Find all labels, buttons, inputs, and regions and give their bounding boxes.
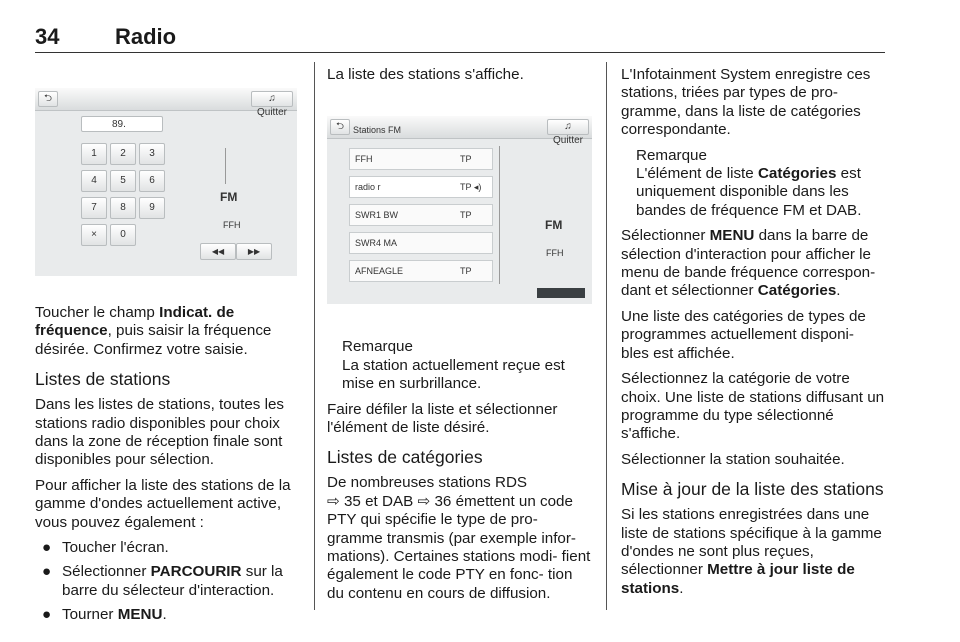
frequency-input: 89. [81,116,163,132]
section-heading: Mise à jour de la liste des stations [621,479,884,500]
station-label: FFH [223,220,241,230]
keypad-key: 4 [81,170,107,192]
section-heading: Listes de catégories [327,447,483,468]
note [342,338,592,393]
list-item: ● Sélectionner PARCOURIR sur la barre du sélecteur d'interaction. [42,563,283,599]
column-divider [314,62,315,610]
paragraph: L'Infotainment System enregistre ces stations, triées par types de pro- gramme, dans la liste de catégories correspondante. [621,66,871,139]
keypad-key: 5 [110,170,136,192]
paragraph: Une liste des catégories de types de programmes actuellement disponi- bles est affichée. [621,307,866,362]
page-ref-icon: ⇨ [417,492,431,510]
frequency-entry-screenshot [35,88,297,276]
paragraph: Si les stations enregistrées dans une liste de stations spécifique à la gamme d'ondes ne sont plus reçues, sélectionner Mettre à jour liste de stations. [621,506,882,597]
tp-flag: TP ◂) [460,182,482,193]
column-divider [606,62,607,610]
paragraph: Dans les listes de stations, toutes les stations radio disponibles pour choix dans la zone de réception finale sont disponibles pour sélection. [35,396,285,469]
station-row [349,204,493,226]
station-row [349,148,493,170]
keypad-key: 6 [139,170,165,192]
tp-flag: TP [460,210,472,221]
station-row [349,260,493,282]
keypad-key: 0 [110,224,136,246]
band-label: FM [545,218,563,233]
station-name: AFNEAGLE [355,266,404,277]
paragraph: Toucher le champ Indicat. de fréquence, puis saisir la fréquence désirée. Confirmez votre saisie. [35,304,272,358]
note [636,147,886,221]
note-title: Remarque [636,146,707,164]
keypad-key: 7 [81,197,107,219]
paragraph: Pour afficher la liste des stations de la gamme d'ondes actuellement active, vous pouvez également : [35,476,291,531]
column-2 [327,62,592,610]
column-1 [35,62,297,631]
station-name: FFH [355,154,373,165]
seek-back-icon: ◀◀ [200,243,236,260]
station-name: radio r [355,182,381,193]
note-title: Remarque [342,338,413,356]
paragraph: De nombreuses stations RDS ⇨ 35 et DAB ⇨ 36 émettent un code PTY qui spécifie le type de pro- gramme transmis (par exemple infor- mations). Certaines stations modi- fient également le code PTY en fonc- tion du contenu en cours de diffusion. [327,474,591,602]
station-row [349,232,493,254]
section-heading: Listes de stations [35,369,171,390]
back-icon: ⮌ [330,119,350,135]
keypad-key: 9 [139,197,165,219]
paragraph: Sélectionner la station souhaitée. [621,450,845,468]
band-label: FM [220,190,238,204]
station-label: FFH [546,248,564,259]
note-text: La station actuellement reçue est mise en surbrillance. [342,356,565,393]
paragraph: Faire défiler la liste et sélectionner l'élément de liste désiré. [327,400,558,437]
antenna-icon [225,148,242,184]
station-row [349,176,493,198]
keypad-key: × [81,224,107,246]
seek-forward-icon: ▶▶ [236,243,272,260]
screen-title: Stations FM [353,125,402,136]
quit-button: ♫ Quitter [547,119,589,135]
keypad-key: 3 [139,143,165,165]
page-number: 34 [35,24,60,49]
list-item: ● Tourner MENU. [42,606,167,624]
paragraph: Sélectionnez la catégorie de votre choix. Une liste de stations diffusant un programme du type sélectionné s'affiche. [621,370,885,443]
page-ref-icon: ⇨ [327,492,340,510]
bullet-list [35,539,297,625]
keypad-key: 8 [110,197,136,219]
page-title: Radio [115,24,177,49]
station-name: SWR4 MA [355,238,398,249]
station-list-screenshot [327,116,592,304]
quit-button: ♫ Quitter [251,91,293,107]
note-text: L'élément de liste Catégories est uniquement disponible dans les bandes de fréquence FM et DAB. [636,165,862,219]
page-header [35,24,885,53]
scrollbar [499,146,504,284]
column-3 [621,62,886,605]
paragraph: La liste des stations s'affiche. [327,66,524,83]
paragraph: Sélectionner MENU dans la barre de sélection d'interaction pour afficher le menu de bande fréquence correspon- dant et sélectionner Catégories. [621,227,876,300]
keypad-key: 1 [81,143,107,165]
station-name: SWR1 BW [355,210,399,221]
list-item: ● Toucher l'écran. [42,539,169,557]
tp-flag: TP [460,266,472,277]
tp-flag: TP [460,154,472,165]
keypad-key: 2 [110,143,136,165]
collapse-icon [537,288,585,298]
back-icon: ⮌ [38,91,58,107]
